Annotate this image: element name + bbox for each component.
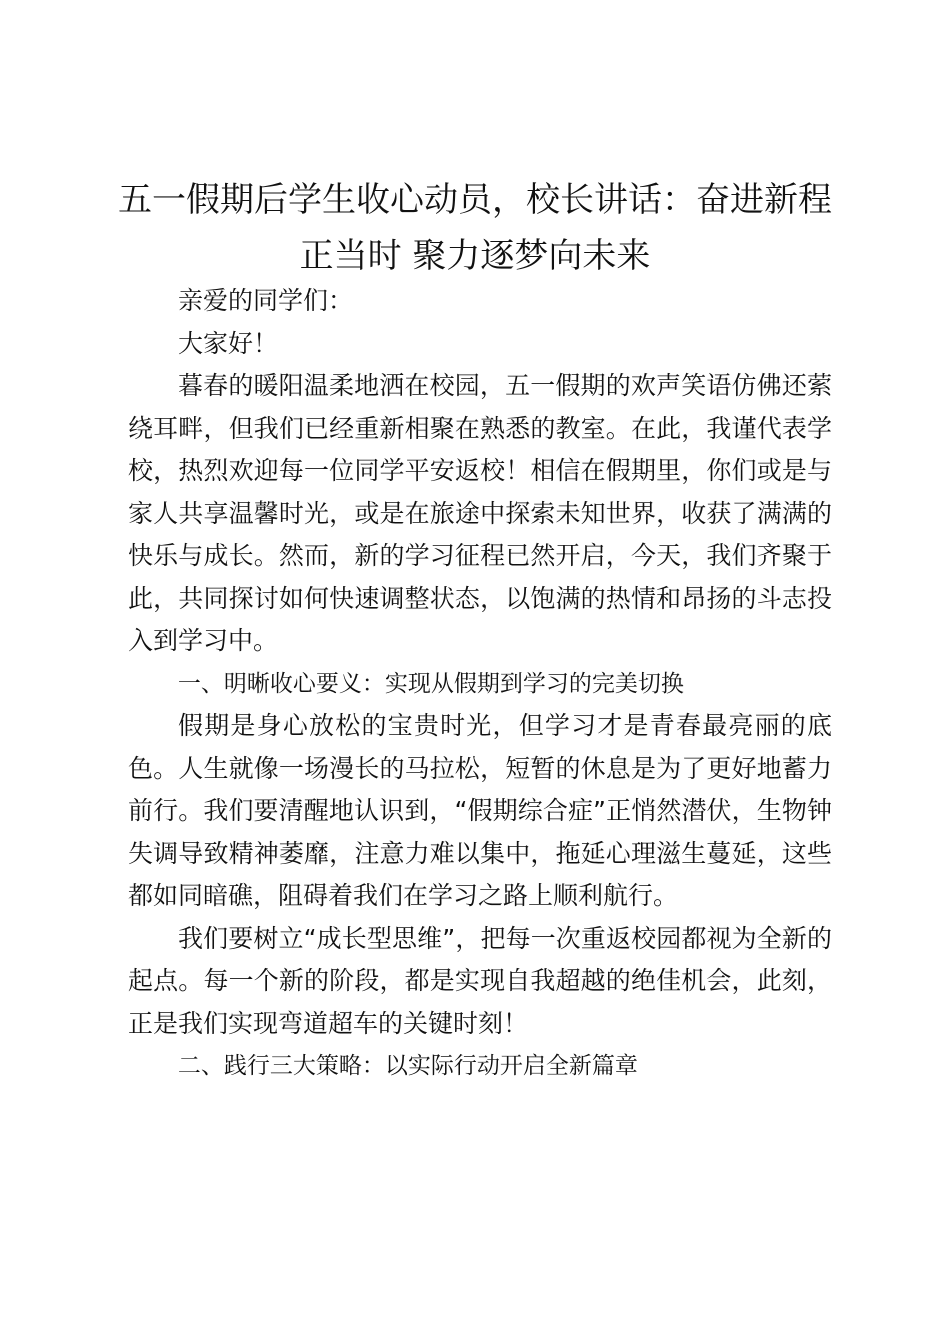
section-2-heading: 二、践行三大策略：以实际行动开启全新篇章 — [177, 1053, 638, 1079]
section-1-paragraph-2: 我们要树立“成长型思维”，把每一次重返校园都视为全新的起点。每一个新的阶段，都是实现自我超越的绝佳机会，此刻，正是我们实现弯道超车的关键时刻！ — [128, 923, 832, 1038]
document-body — [128, 280, 832, 1088]
document-title: 五一假期后学生收心动员，校长讲话：奋进新程正当时 聚力逐梦向未来 — [118, 180, 832, 276]
salutation: 亲爱的同学们： — [178, 286, 354, 315]
intro-paragraph: 暮春的暖阳温柔地洒在校园，五一假期的欢声笑语仿佛还萦绕耳畔，但我们已经重新相聚在熟悉的教室。在此，我谨代表学校，热烈欢迎每一位同学平安返校！相信在假期里，你们或是与家人共享温馨时光，或是在旅途中探索未知世界，收获了满满的快乐与成长。然而，新的学习征程已然开启，今天，我们齐聚于此，共同探讨如何快速调整状态，以饱满的热情和昂扬的斗志投入到学习中。 — [128, 371, 832, 655]
greeting: 大家好！ — [178, 328, 279, 358]
section-1-paragraph-1: 假期是身心放松的宝贵时光，但学习才是青春最亮丽的底色。人生就像一场漫长的马拉松，短暂的休息是为了更好地蓄力前行。我们要清醒地认识到，“假期综合症”正悄然潜伏，生物钟失调导致精神萎靡，注意力难以集中，拖延心理滋生蔓延，这些都如同暗礁，阻碍着我们在学习之路上顺利航行。 — [128, 711, 832, 910]
section-1-heading: 一、明晰收心要义：实现从假期到学习的完美切换 — [177, 670, 684, 697]
